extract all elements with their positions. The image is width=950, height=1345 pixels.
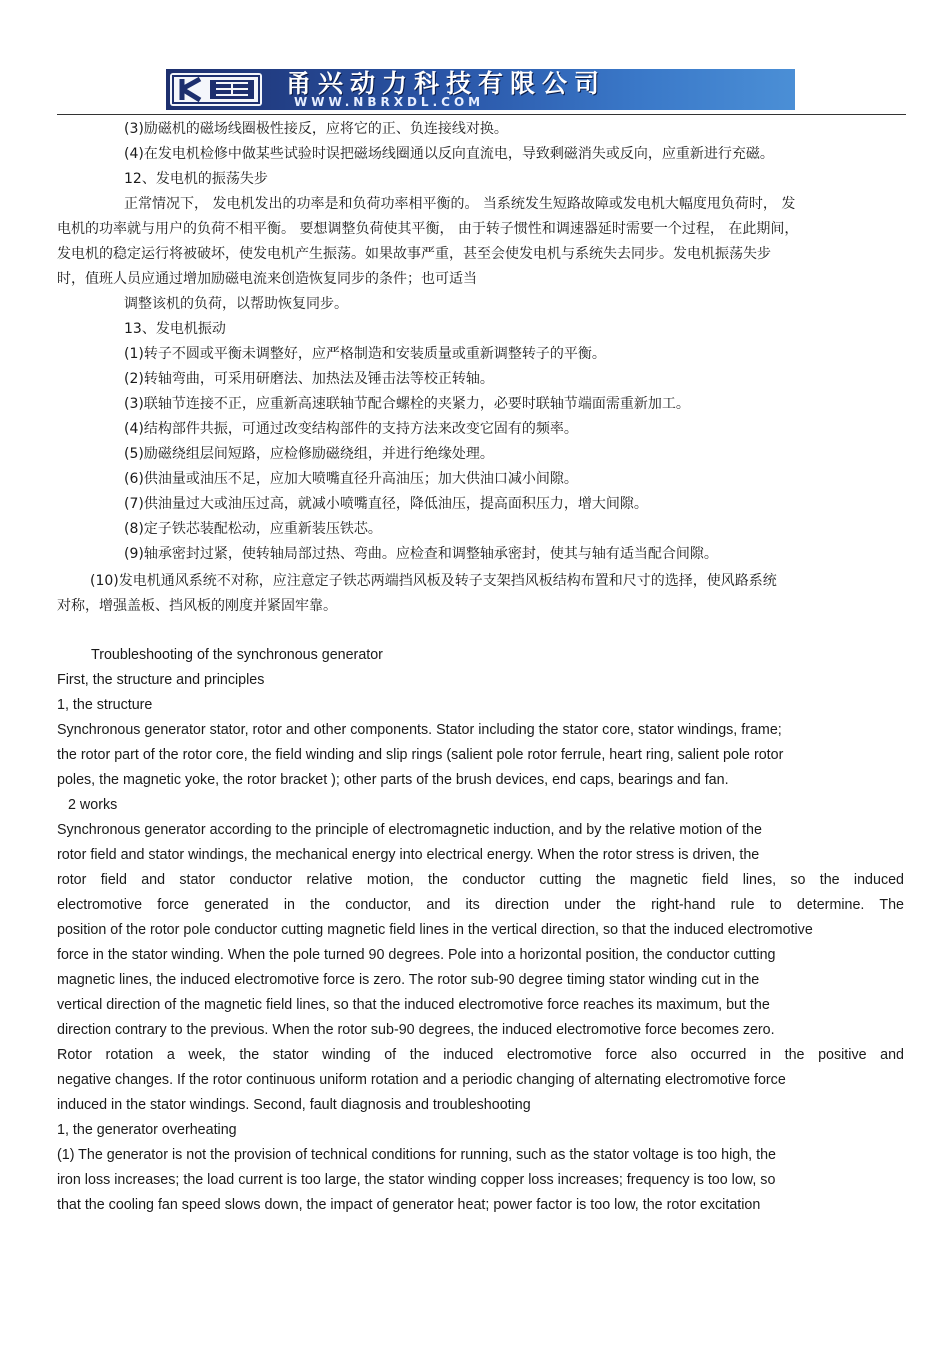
en-line: Synchronous generator according to the principle of electromagnetic induction, and by the relative motion of the — [57, 822, 762, 838]
cn-line: 正常情况下， 发电机发出的功率是和负荷功率相平衡的。 当系统发生短路故障或发电机大幅度甩负荷时， 发 — [124, 196, 796, 212]
cn-line: (8)定子铁芯装配松动，应重新装压铁芯。 — [124, 521, 382, 537]
en-line: force in the stator winding. When the pole turned 90 degrees. Pole into a horizontal position, the conductor cutting — [57, 947, 776, 963]
cn-line: 发电机的稳定运行将被破坏，使发电机产生振荡。如果故事严重，甚至会使发电机与系统失去同步。发电机振荡失步 — [57, 246, 771, 262]
cn-line: (4)在发电机检修中做某些试验时误把磁场线圈通以反向直流电，导致剩磁消失或反向，应重新进行充磁。 — [124, 146, 774, 162]
en-line: vertical direction of the magnetic field lines, so that the induced electromotive force reaches its maximum, but the — [57, 997, 770, 1013]
en-line: rotor field and stator windings, the mechanical energy into electrical energy. When the rotor stress is driven, the — [57, 847, 760, 863]
cn-line: (7)供油量过大或油压过高，就减小喷嘴直径，降低油压，提高面积压力，增大间隙。 — [124, 496, 648, 512]
cn-line: 调整该机的负荷，以帮助恢复同步。 — [124, 296, 348, 312]
cn-line: (5)励磁绕组层间短路，应检修励磁绕组，并进行绝缘处理。 — [124, 446, 494, 462]
en-line: rotor field and stator conductor relative motion, the conductor cutting the magnetic field lines, so the induced — [57, 872, 904, 888]
en-line: direction contrary to the previous. When the rotor sub-90 degrees, the induced electromotive force becomes zero. — [57, 1022, 775, 1038]
en-line: position of the rotor pole conductor cutting magnetic field lines in the vertical direction, so that the induced electromotive — [57, 922, 813, 938]
cn-line: 12、发电机的振荡失步 — [124, 171, 268, 187]
en-line: induced in the stator windings. Second, fault diagnosis and troubleshooting — [57, 1097, 531, 1113]
en-heading: First, the structure and principles — [57, 672, 265, 688]
en-line: iron loss increases; the load current is too large, the stator winding copper loss increases; frequency is too low, so — [57, 1172, 776, 1188]
en-line: the rotor part of the rotor core, the field winding and slip rings (salient pole rotor ferrule, heart ring, salient pole rotor — [57, 747, 784, 763]
cn-line: (6)供油量或油压不足，应加大喷嘴直径升高油压；加大供油口减小间隙。 — [124, 471, 578, 487]
cn-line: 13、发电机振动 — [124, 321, 226, 337]
en-subheading: 1, the structure — [57, 697, 153, 713]
en-line: poles, the magnetic yoke, the rotor bracket ); other parts of the brush devices, end caps, bearings and fan. — [57, 772, 729, 788]
en-line: Synchronous generator stator, rotor and other components. Stator including the stator core, stator windings, frame; — [57, 722, 782, 738]
en-subheading: 1, the generator overheating — [57, 1122, 237, 1138]
cn-line: (2)转轴弯曲，可采用研磨法、加热法及锤击法等校正转轴。 — [124, 371, 494, 387]
en-line: (1) The generator is not the provision of technical conditions for running, such as the stator voltage is too high, the — [57, 1147, 776, 1163]
cn-line: (9)轴承密封过紧，使转轴局部过热、弯曲。应检查和调整轴承密封，使其与轴有适当配合间隙。 — [124, 546, 718, 562]
en-line: negative changes. If the rotor continuous uniform rotation and a periodic changing of alternating electromotive force — [57, 1072, 786, 1088]
en-line: Rotor rotation a week, the stator winding of the induced electromotive force also occurred in the positive and — [57, 1047, 904, 1063]
en-line: that the cooling fan speed slows down, the impact of generator heat; power factor is too low, the rotor excitation — [57, 1197, 761, 1213]
logo-icon — [170, 73, 262, 106]
cn-line: (4)结构部件共振，可通过改变结构部件的支持方法来改变它固有的频率。 — [124, 421, 578, 437]
en-line: electromotive force generated in the conductor, and its direction under the right-hand rule to determine. The — [57, 897, 904, 913]
header-divider — [57, 114, 906, 115]
en-title: Troubleshooting of the synchronous generator — [91, 647, 383, 663]
company-banner — [166, 69, 795, 110]
en-line: magnetic lines, the induced electromotive force is zero. The rotor sub-90 degree timing stator winding cut in the — [57, 972, 760, 988]
company-name: 甬兴动力科技有限公司 — [286, 69, 607, 98]
company-website: WWW.NBRXDL.COM — [294, 95, 485, 109]
cn-line: 电机的功率就与用户的负荷不相平衡。 要想调整负荷使其平衡， 由于转子惯性和调速器延时需要一个过程， 在此期间， — [57, 221, 799, 237]
cn-line: (3)励磁机的磁场线圈极性接反，应将它的正、负连接线对换。 — [124, 121, 508, 137]
cn-line: (10)发电机通风系统不对称，应注意定子铁芯两端挡风板及转子支架挡风板结构布置和尺寸的选择，使风路系统 — [90, 573, 777, 589]
cn-line: 时，值班人员应通过增加励磁电流来创造恢复同步的条件；也可适当 — [57, 271, 477, 287]
cn-line: 对称，增强盖板、挡风板的刚度并紧固牢靠。 — [57, 598, 337, 614]
cn-line: (1)转子不圆或平衡未调整好，应严格制造和安装质量或重新调整转子的平衡。 — [124, 346, 606, 362]
cn-line: (3)联轴节连接不正，应重新高速联轴节配合螺栓的夹紧力，必要时联轴节端面需重新加工。 — [124, 396, 690, 412]
en-subheading: 2 works — [68, 797, 118, 813]
